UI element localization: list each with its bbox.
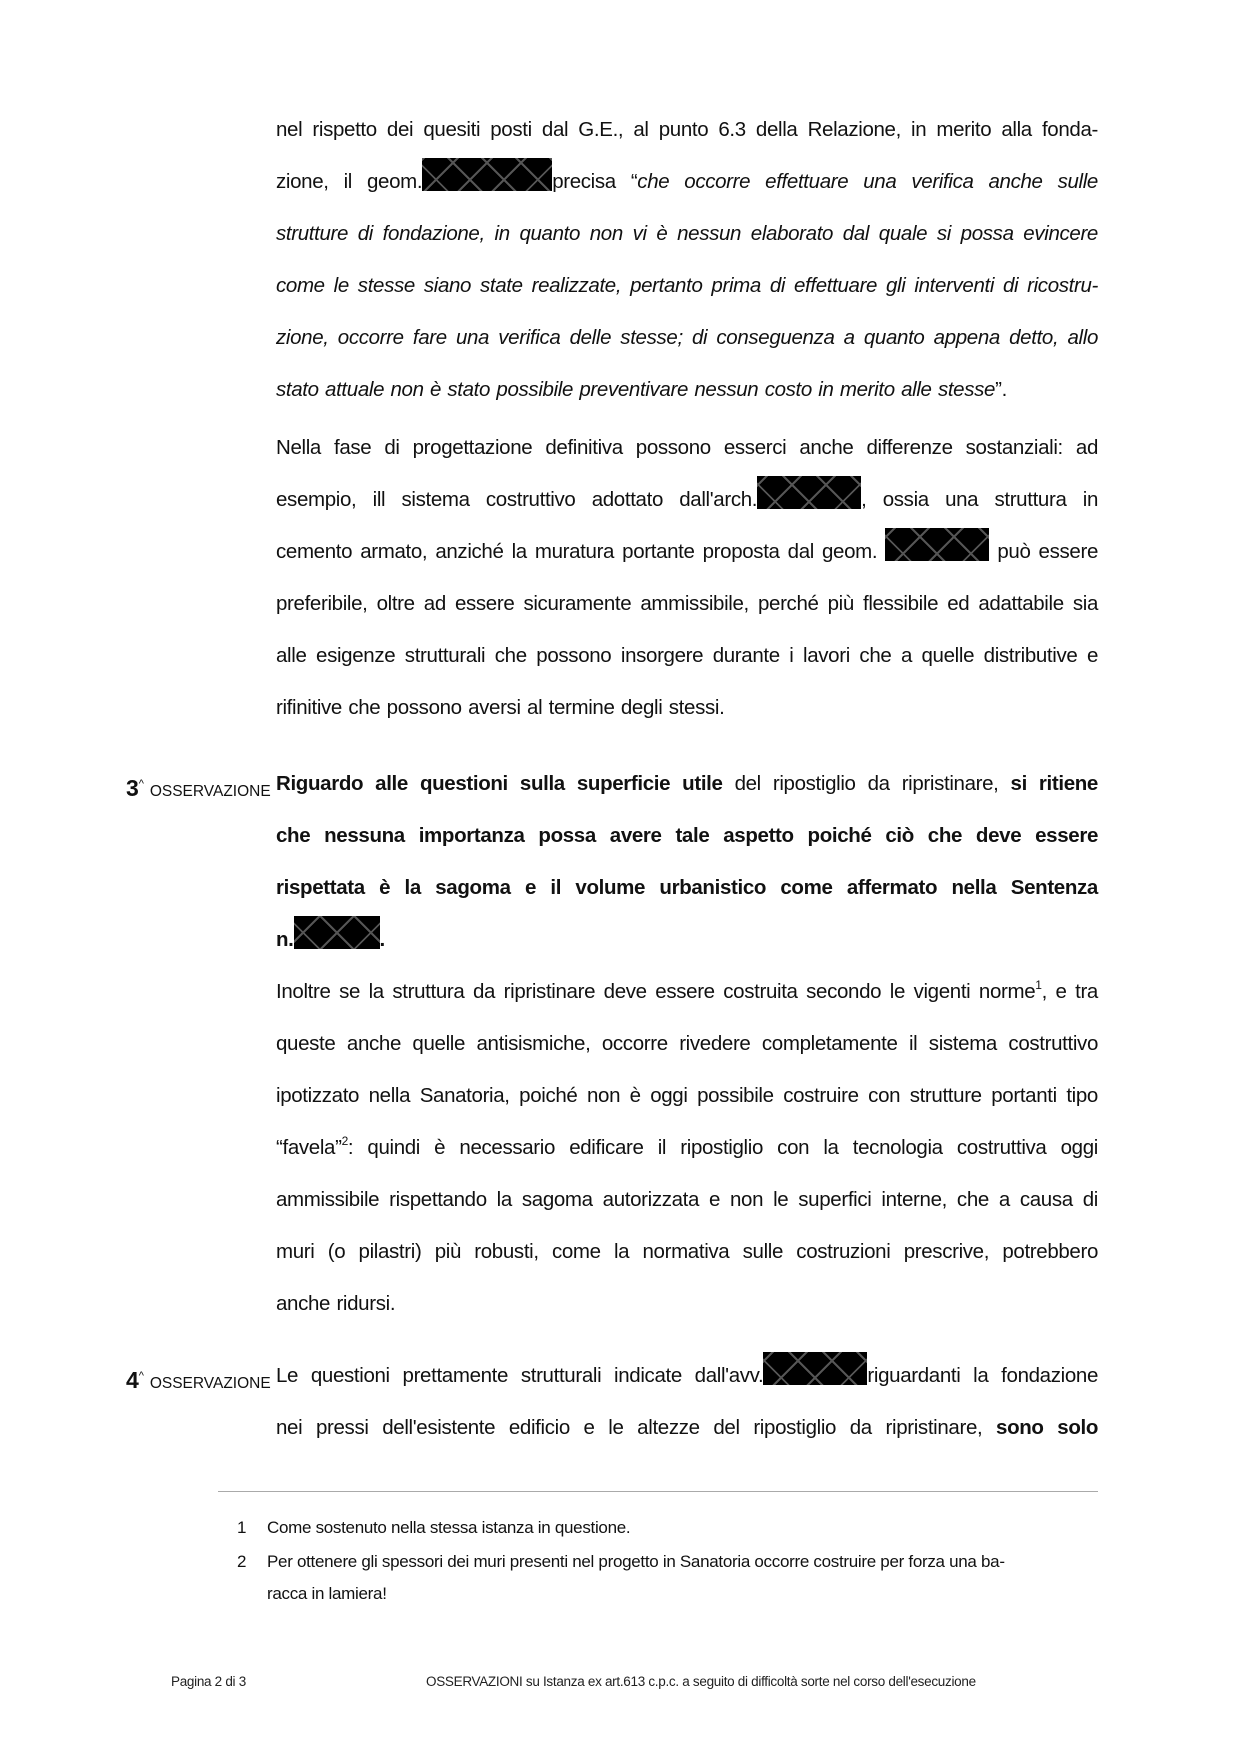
observation-3-body [276, 758, 1098, 1330]
text-line: rifinitive che possono aversi al termine degli stessi. [276, 696, 725, 719]
observation-3-label: 3^ OSSERVAZIONE [126, 775, 271, 801]
footnote-2: 2 Per ottenere gli spessori dei muri presenti nel progetto in Sanatoria occorre costruire per forza una ba- racca in lamiera! [237, 1552, 1005, 1603]
text-line: preferibile, oltre ad essere sicuramente ammissibile, perché più flessibile ed adattabile sia [276, 592, 1098, 615]
text-line: strutture di fondazione, in quanto non vi è nessun elaborato dal quale si possa evincere [276, 222, 1098, 245]
text-line: zione, occorre fare una verifica delle stesse; di conseguenza a quanto appena detto, allo [276, 326, 1098, 349]
text-line: rispettata è la sagoma e il volume urbanistico come affermato nella Sentenza [276, 876, 1098, 899]
redaction-box [885, 528, 989, 561]
text-line: ipotizzato nella Sanatoria, poiché non è oggi possibile costruire con strutture portanti tipo [276, 1084, 1098, 1107]
observation-4-body [276, 1350, 1098, 1454]
text-line: “favela”$^2$: quindi è necessario edificare il ripostiglio con la tecnologia costruttiva oggi [276, 1134, 1098, 1159]
redaction-box [763, 1352, 867, 1385]
footer-title: OSSERVAZIONI su Istanza ex art.613 c.p.c. a seguito di difficoltà sorte nel corso dell'esecuzione [426, 1674, 976, 1689]
text-line: muri (o pilastri) più robusti, come la normativa sulle costruzioni prescrive, potrebbero [276, 1240, 1098, 1263]
footnote-ref-1: 1 [1035, 978, 1042, 992]
text-line: Nella fase di progettazione definitiva possono esserci anche differenze sostanziali: ad [276, 436, 1098, 459]
paragraph-progettazione [276, 422, 1098, 734]
text-line: ammissibile rispettando la sagoma autorizzata e non le superfici interne, che a causa di [276, 1188, 1098, 1211]
page-number: Pagina 2 di 3 [171, 1674, 246, 1689]
text-line: stato attuale non è stato possibile preventivare nessun costo in merito alle stesse”. [276, 378, 1007, 401]
text-line: alle esigenze strutturali che possono insorgere durante i lavori che a quelle distributive e [276, 644, 1098, 667]
redaction-box [757, 476, 861, 509]
text-line: anche ridursi. [276, 1292, 396, 1315]
text-line: queste anche quelle antisismiche, occorre rivedere completamente il sistema costruttivo [276, 1032, 1098, 1055]
text-line: zione, il geom. precisa “che occorre effettuare una verifica anche sulle [276, 156, 1098, 208]
redaction-box [422, 158, 552, 191]
text-line: Le questioni prettamente strutturali indicate dall'avv. riguardanti la fondazione [276, 1350, 1098, 1402]
text-line: nei pressi dell'esistente edificio e le altezze del ripostiglio da ripristinare, sono solo [276, 1416, 1099, 1439]
text-line: n. . [276, 914, 1098, 966]
redaction-box [294, 916, 380, 949]
observation-4-label: 4^ OSSERVAZIONE [126, 1367, 271, 1393]
text-line: esempio, ill sistema costruttivo adottato dall'arch. , ossia una struttura in [276, 474, 1098, 526]
footnotes [237, 1512, 1097, 1610]
paragraph-fondazione [276, 104, 1098, 416]
text-line: Riguardo alle questioni sulla superficie utile del ripostiglio da ripristinare, si ritiene [276, 772, 1098, 795]
footnote-ref-2: 2 [341, 1134, 348, 1148]
footnote-1: 1 Come sostenuto nella stessa istanza in questione. [237, 1518, 631, 1537]
text-line: nel rispetto dei quesiti posti dal G.E., al punto 6.3 della Relazione, in merito alla fonda- [276, 118, 1098, 141]
text-line: che nessuna importanza possa avere tale aspetto poiché ciò che deve essere [276, 824, 1098, 847]
footnote-separator [218, 1491, 1098, 1492]
text-line: Inoltre se la struttura da ripristinare deve essere costruita secondo le vigenti norme$^1$, e tra [276, 978, 1098, 1003]
text-line: cemento armato, anziché la muratura portante proposta dal geom. può essere [276, 526, 1098, 578]
text-line: come le stesse siano state realizzate, pertanto prima di effettuare gli interventi di ricostru- [276, 274, 1098, 297]
